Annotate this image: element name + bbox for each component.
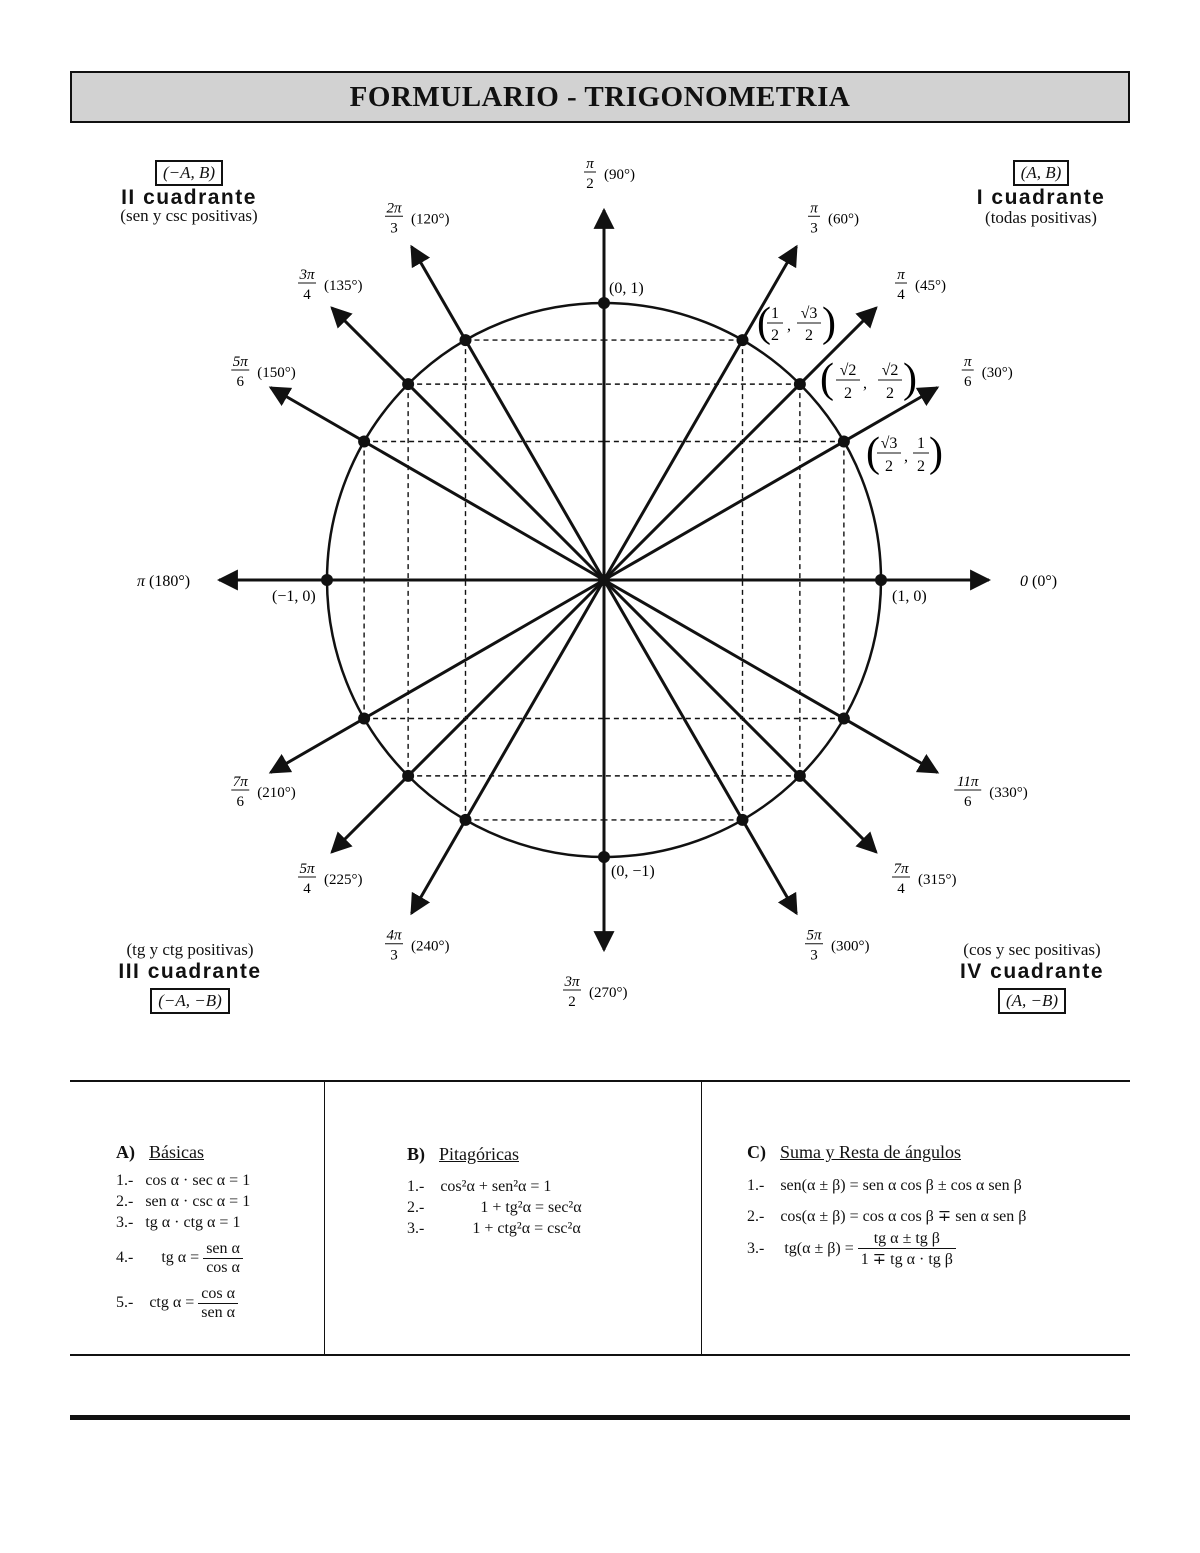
- svg-text:2: 2: [568, 994, 576, 1010]
- point-180: [321, 574, 333, 586]
- ray-150: [271, 388, 604, 581]
- svg-text:4: 4: [897, 287, 905, 304]
- svg-text:π: π: [963, 354, 972, 370]
- svg-text:(150°): (150°): [257, 365, 296, 381]
- svg-text:(315°): (315°): [917, 871, 957, 888]
- quadrant-ii-name: II cuadrante: [121, 186, 257, 209]
- formula-table: [70, 1080, 1130, 1356]
- quadrant-iv-note: (cos y sec positivas): [963, 940, 1101, 959]
- angle-label-180: [137, 573, 190, 590]
- svg-text:(120°): (120°): [411, 211, 450, 228]
- svg-text:√2: √2: [839, 362, 857, 379]
- svg-text:3: 3: [810, 947, 818, 964]
- point-90: [598, 297, 610, 309]
- page-title: FORMULARIO - TRIGONOMETRIA: [349, 80, 851, 113]
- ray-315: [604, 580, 876, 852]
- svg-text:(300°): (300°): [831, 938, 870, 955]
- point-45: [794, 378, 806, 390]
- svg-text:2π: 2π: [386, 200, 402, 217]
- quadrant-iv-name: IV cuadrante: [959, 960, 1105, 983]
- svg-text:6: 6: [236, 374, 245, 390]
- svg-text:(330°): (330°): [989, 785, 1028, 801]
- ray-225: [332, 580, 604, 852]
- svg-text:7π: 7π: [232, 774, 248, 790]
- svg-text:(45°): (45°): [914, 278, 946, 295]
- svg-text:2: 2: [805, 327, 813, 344]
- angle-label-0: [1020, 573, 1057, 590]
- svg-text:(240°): (240°): [411, 938, 450, 955]
- quadrant-ii-note: (sen y csc positivas): [120, 206, 258, 225]
- svg-text:(: (: [757, 300, 771, 346]
- svg-text:3: 3: [810, 220, 818, 237]
- coord-label-180: (−1, 0): [272, 588, 316, 605]
- svg-text:3: 3: [390, 947, 398, 964]
- origin-point: [598, 574, 610, 586]
- svg-text:2: 2: [586, 176, 594, 192]
- section-basicas: [70, 1082, 324, 1354]
- ray-330: [604, 580, 937, 773]
- svg-text:1: 1: [771, 305, 779, 322]
- ray-210: [271, 580, 604, 773]
- svg-text:(: (: [866, 430, 880, 476]
- formula-b1: 1.- cos²α + sen²α = 1: [407, 1178, 552, 1195]
- formula-a4: 4.- tg α = sen α cos α: [116, 1240, 243, 1277]
- angle-label-240: [385, 928, 450, 964]
- point-270: [598, 851, 610, 863]
- formula-b3: 3.- 1 + ctg²α = csc²α: [407, 1220, 581, 1237]
- formula-c2: 2.- cos(α ± β) = cos α cos β ∓ sen α sen β: [747, 1208, 1027, 1225]
- svg-text:7π: 7π: [893, 860, 909, 877]
- quadrant-i-label: [921, 160, 1161, 228]
- svg-text:6: 6: [236, 794, 245, 810]
- svg-text:4: 4: [897, 880, 905, 897]
- ray-240: [412, 580, 605, 913]
- svg-text:π: π: [897, 267, 905, 284]
- svg-text:(270°): (270°): [589, 985, 628, 1001]
- quadrant-iii-label: [70, 940, 310, 1014]
- svg-text:√2: √2: [881, 362, 899, 379]
- formula-c3: 3.- tg(α ± β) = $\frac{\text{tg α ± tg β}}{\text{1 ∓ tg α · tg β}}$: [747, 1230, 956, 1269]
- quadrant-iii-name: III cuadrante: [118, 960, 262, 983]
- point-0: [875, 574, 887, 586]
- svg-text:√3: √3: [880, 435, 898, 452]
- angle-label-45: [895, 267, 946, 303]
- formula-a5: 5.- ctg α = cos α sen α: [116, 1285, 238, 1322]
- angle-label-315: [892, 861, 957, 897]
- svg-text:2: 2: [885, 458, 893, 475]
- point-60: [737, 334, 749, 346]
- svg-text:2: 2: [844, 385, 852, 402]
- svg-text:π (180°): π (180°): [137, 573, 191, 590]
- angle-label-330: [954, 774, 1028, 810]
- formula-a3: 3.- tg α · ctg α = 1: [116, 1214, 241, 1231]
- angle-label-210: [231, 774, 295, 810]
- point-150: [358, 436, 370, 448]
- angle-label-135: [298, 267, 363, 303]
- formula-c1: 1.- sen(α ± β) = sen α cos β ± cos α sen β: [747, 1177, 1022, 1194]
- svg-text:(30°): (30°): [981, 365, 1013, 381]
- quadrant-iii-coords: (−A, −B): [150, 988, 230, 1014]
- angle-label-30: [962, 354, 1013, 390]
- angle-label-225: [298, 861, 363, 897]
- svg-text:6: 6: [963, 794, 972, 810]
- svg-text:): ): [929, 430, 943, 476]
- point-135: [402, 378, 414, 390]
- point-315: [794, 770, 806, 782]
- quadrant-i-name: I cuadrante: [976, 186, 1106, 209]
- formula-b2: 2.- 1 + tg²α = sec²α: [407, 1199, 582, 1216]
- svg-text:(: (: [820, 356, 834, 402]
- svg-text:2: 2: [771, 327, 779, 344]
- section-a-heading: A) Básicas: [116, 1142, 204, 1162]
- quadrant-ii-label: [69, 160, 309, 226]
- section-pitagoricas: [324, 1082, 702, 1354]
- svg-text:2: 2: [886, 385, 894, 402]
- svg-text:3π: 3π: [299, 267, 315, 284]
- svg-text:π: π: [586, 156, 594, 172]
- coord-label-270: (0, −1): [611, 863, 655, 880]
- ray-30: [604, 388, 937, 581]
- svg-text:π: π: [810, 200, 818, 217]
- point-30: [838, 436, 850, 448]
- quadrant-i-note: (todas positivas): [985, 208, 1097, 227]
- angle-label-90: [584, 156, 635, 192]
- angle-label-300: [805, 928, 870, 964]
- svg-text:(90°): (90°): [604, 167, 635, 183]
- angle-label-60: [808, 200, 859, 236]
- svg-text:5π: 5π: [232, 354, 248, 370]
- svg-text:(135°): (135°): [324, 278, 363, 295]
- svg-text:√3: √3: [800, 305, 818, 322]
- section-suma-resta: [701, 1082, 1130, 1354]
- point-330: [838, 713, 850, 725]
- point-225: [402, 770, 414, 782]
- svg-text:2: 2: [917, 458, 925, 475]
- formula-a1: 1.- cos α · sec α = 1: [116, 1172, 251, 1189]
- svg-text:): ): [903, 356, 917, 402]
- formula-a2: 2.- sen α · csc α = 1: [116, 1193, 251, 1210]
- point-240: [460, 814, 472, 826]
- quadrant-iv-coords: (A, −B): [998, 988, 1066, 1014]
- point-120: [460, 334, 472, 346]
- svg-text:11π: 11π: [957, 774, 979, 790]
- svg-text:5π: 5π: [299, 860, 315, 877]
- point-210: [358, 713, 370, 725]
- angle-label-120: [385, 200, 450, 236]
- coord-label-45: [820, 356, 917, 402]
- quadrant-ii-coords: (−A, B): [155, 160, 223, 186]
- svg-text:,: ,: [787, 317, 791, 334]
- section-c-heading: C) Suma y Resta de ángulos: [747, 1142, 961, 1162]
- svg-text:3π: 3π: [564, 974, 580, 990]
- coord-label-30: [866, 430, 943, 476]
- quadrant-iv-label: [912, 940, 1152, 1014]
- svg-text:6: 6: [963, 374, 972, 390]
- coord-label-60: [757, 300, 836, 346]
- bottom-rule: [70, 1415, 1130, 1420]
- svg-text:0 (0°): 0 (0°): [1020, 573, 1058, 590]
- svg-text:4π: 4π: [386, 927, 402, 944]
- svg-text:,: ,: [904, 448, 908, 465]
- section-b-heading: B) Pitagóricas: [407, 1144, 519, 1164]
- svg-text:(60°): (60°): [828, 211, 859, 228]
- svg-text:5π: 5π: [806, 927, 822, 944]
- angle-label-150: [231, 354, 295, 390]
- point-300: [737, 814, 749, 826]
- svg-text:): ): [822, 300, 836, 346]
- ray-135: [332, 308, 604, 580]
- svg-text:4: 4: [303, 880, 311, 897]
- quadrant-iii-note: (tg y ctg positivas): [126, 940, 254, 959]
- svg-text:,: ,: [863, 375, 867, 392]
- svg-text:1: 1: [917, 435, 925, 452]
- angle-label-270: [563, 974, 628, 1010]
- svg-text:4: 4: [303, 287, 311, 304]
- ray-45: [604, 308, 876, 580]
- quadrant-i-coords: (A, B): [1013, 160, 1070, 186]
- ray-120: [412, 247, 605, 580]
- svg-text:(225°): (225°): [324, 871, 363, 888]
- coord-label-90: (0, 1): [609, 280, 644, 297]
- svg-text:3: 3: [390, 220, 398, 237]
- coord-label-0: (1, 0): [892, 588, 927, 605]
- svg-text:(210°): (210°): [257, 785, 296, 801]
